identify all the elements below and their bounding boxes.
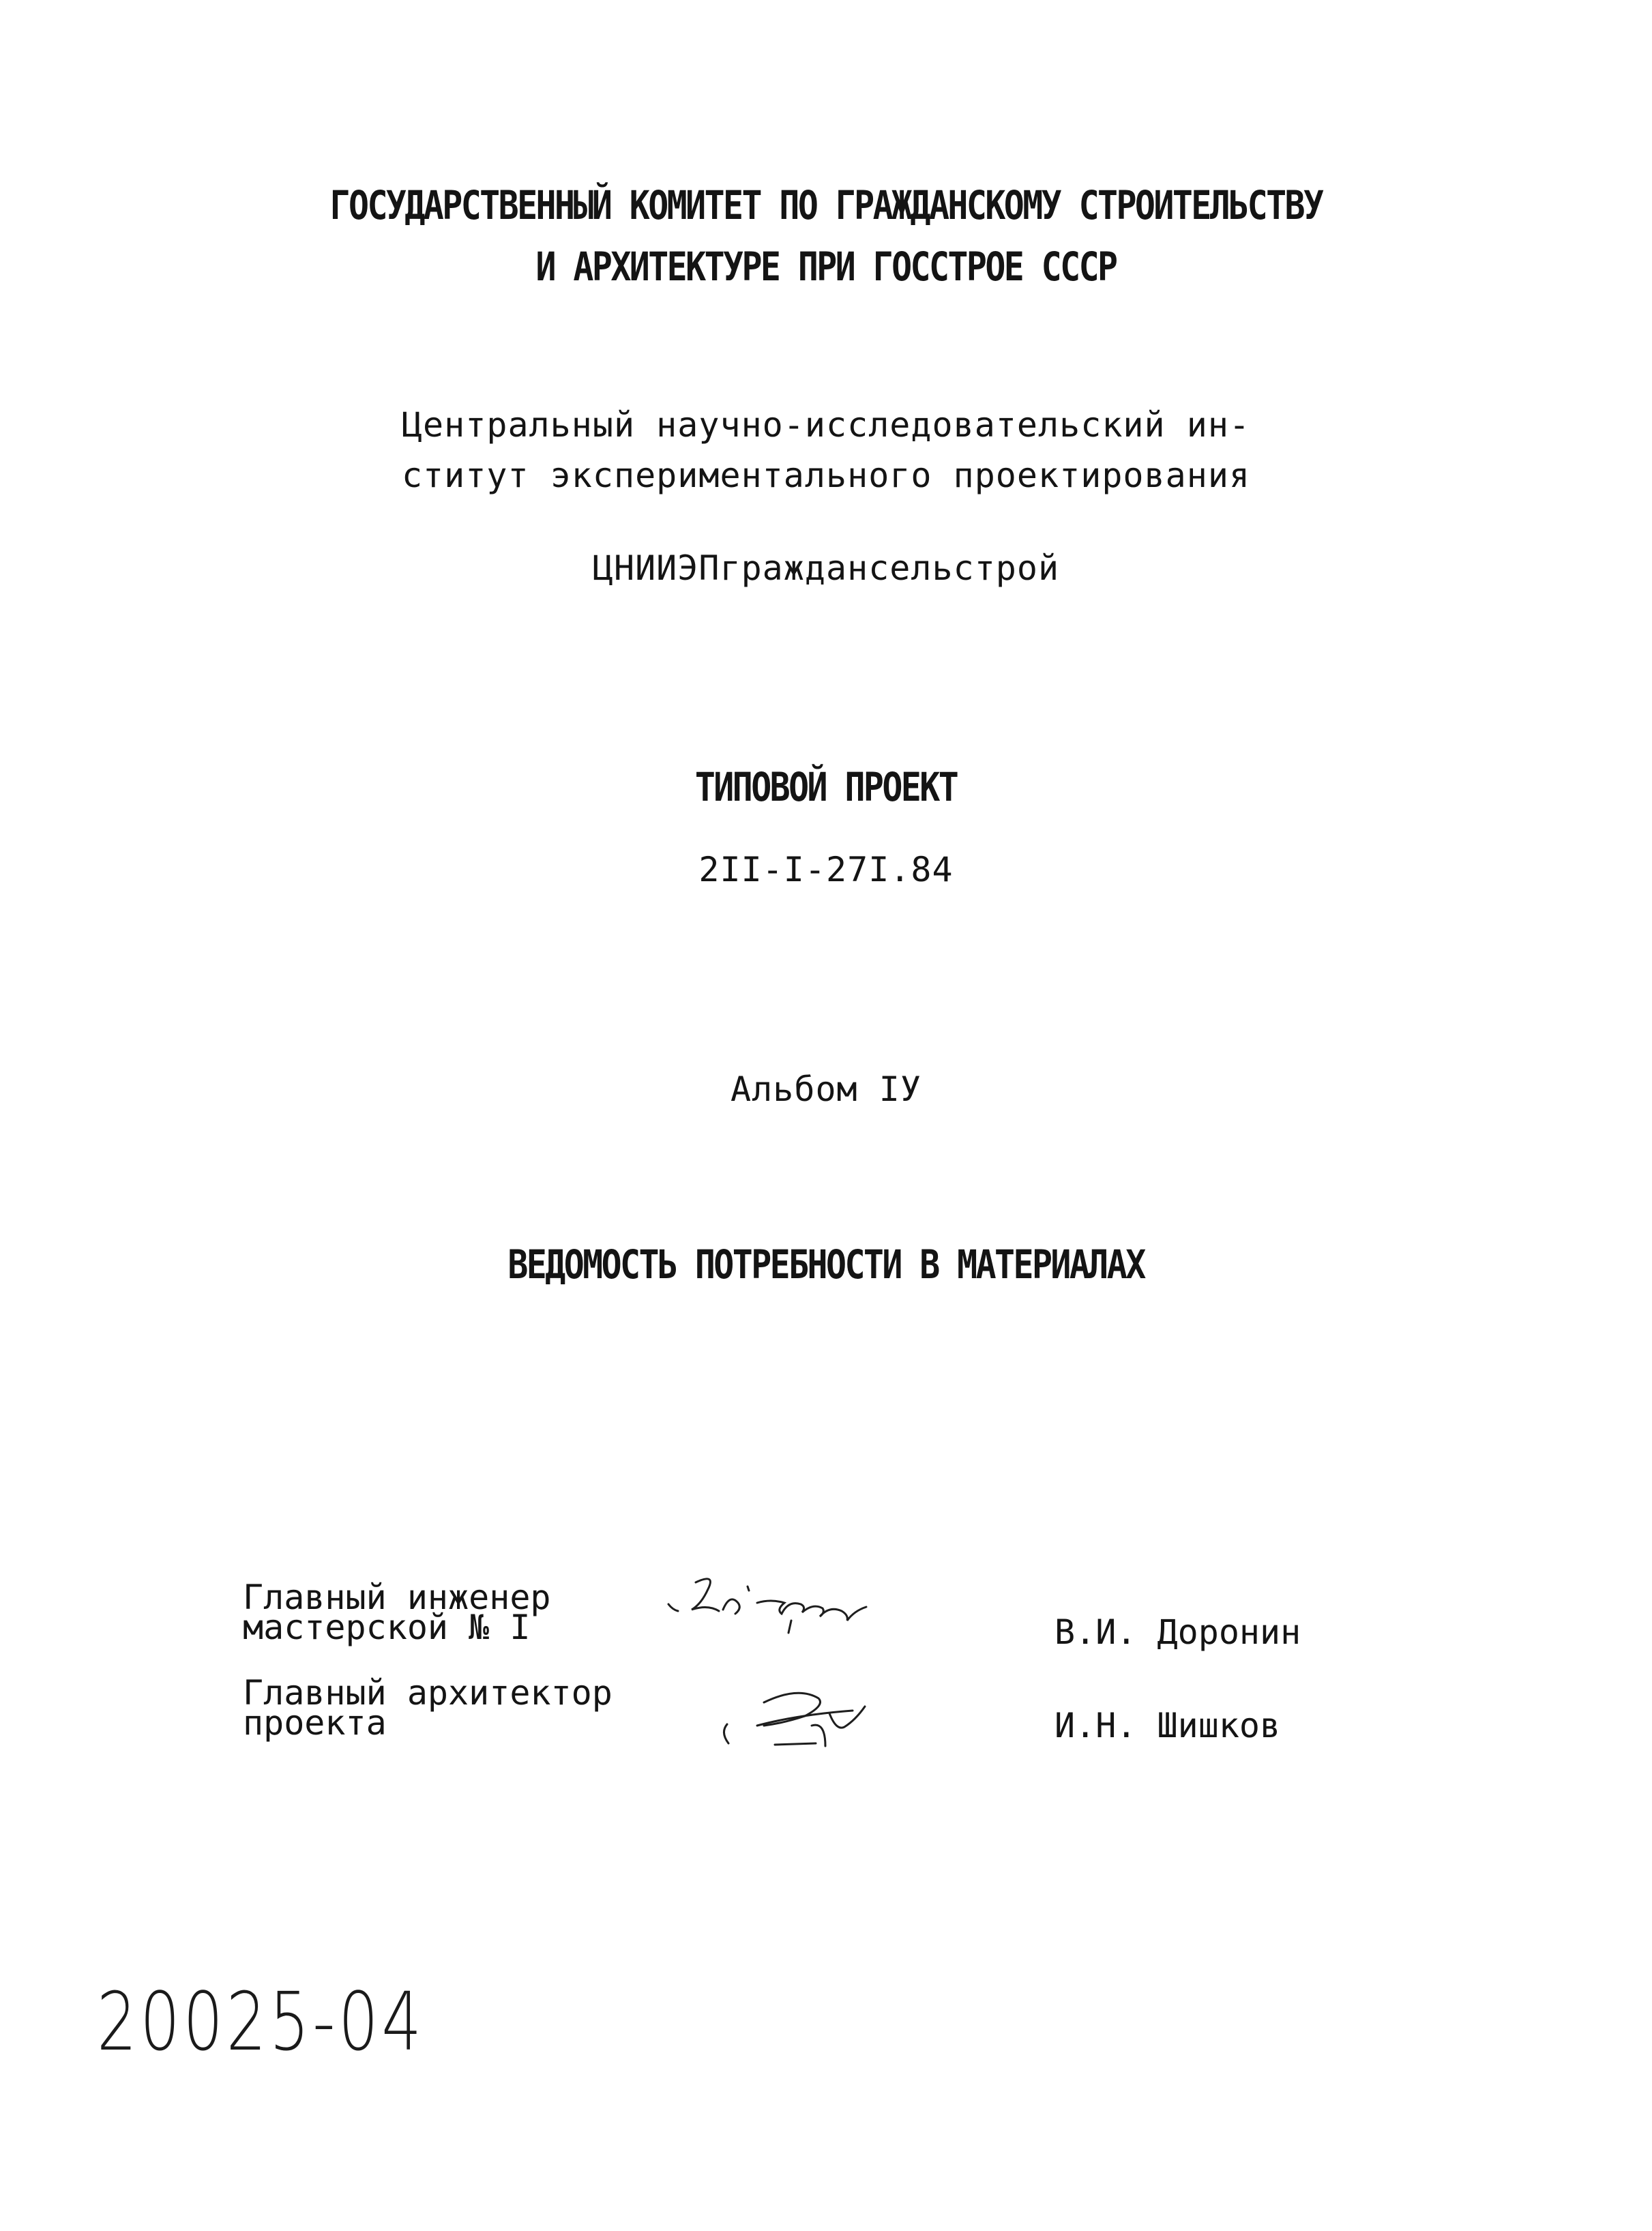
signer-1-role-line-1: Главный инженер <box>243 1578 551 1617</box>
album-label: Альбом IУ <box>731 1069 921 1109</box>
signer-1-role <box>243 1578 551 1647</box>
inventory-number: 20025-04 <box>97 1975 425 2069</box>
committee-line-1: ГОСУДАРСТВЕННЫЙ КОМИТЕТ ПО ГРАЖДАНСКОМУ СТРОИТЕЛЬСТВУ <box>329 182 1323 228</box>
project-type: ТИПОВОЙ ПРОЕКТ <box>694 764 958 810</box>
institute-line-1: Центральный научно-исследовательский ин- <box>401 405 1251 445</box>
institute-abbreviation: ЦНИИЭПграждансельстрой <box>592 548 1060 588</box>
signer-2-role-line-1: Главный архитектор <box>243 1673 613 1713</box>
signature-1-handwritten <box>655 1562 955 1657</box>
institute-line-2: ститут экспериментального проектирования <box>401 456 1251 495</box>
document-title: ВЕДОМОСТЬ ПОТРЕБНОСТИ В МАТЕРИАЛАХ <box>507 1241 1145 1288</box>
signer-2-name: И.Н. Шишков <box>1054 1706 1281 1745</box>
signer-1-role-line-2: мастерской № I <box>243 1608 531 1647</box>
signature-2-handwritten <box>709 1664 928 1760</box>
committee-line-2: И АРХИТЕКТУРЕ ПРИ ГОССТРОЕ СССР <box>535 243 1117 290</box>
signer-1-name: В.И. Доронин <box>1054 1612 1301 1652</box>
project-number: 2II-I-27I.84 <box>698 850 954 889</box>
signer-2-role-line-2: проекта <box>243 1703 387 1743</box>
signer-2-role <box>243 1673 613 1743</box>
